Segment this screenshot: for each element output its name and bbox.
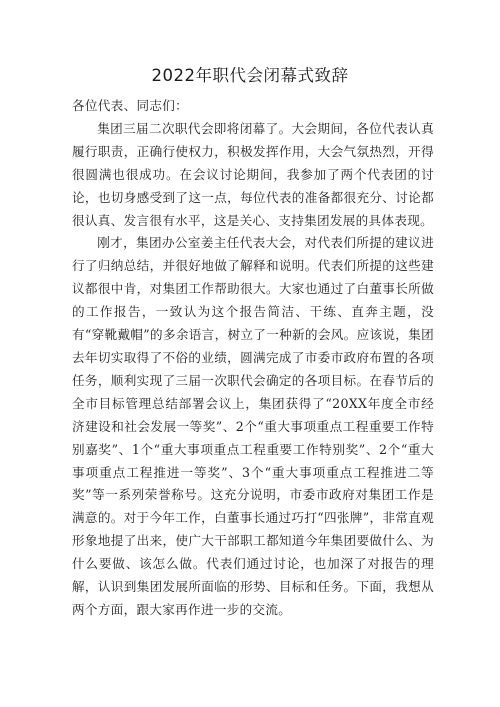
document-body xyxy=(72,95,434,622)
paragraph-1: 集团三届二次职代会即将闭幕了。大会期间，各位代表认真履行职责，正确行使权力，积极发挥作用，大会气氛热烈，开得很圆满也很成功。在会议讨论期间，我参加了两个代表团的讨论，也切身感受到了这一点，每位代表的准备都很充分、讨论都很认真、发言很有水平，这是关心、支持集团发展的具体表现。 xyxy=(72,120,434,228)
salutation: 各位代表、同志们： xyxy=(72,98,189,113)
paragraph-2: 刚才，集团办公室姜主任代表大会，对代表们所提的建议进行了归纳总结，并很好地做了解释和说明。代表们所提的这些建议都很中肯，对集团工作帮助很大。大家也通过了白董事长所做的工作报告，一致认为这个报告简洁、干练、直奔主题，没有“穿靴戴帽”的多余语言，树立了一种新的会风。应该说，集团去年切实取得了不俗的业绩，圆满完成了市委市政府布置的各项任务，顺利实现了三届一次职代会确定的各项目标。在春节后的全市目标管理总结部署会议上，集团获得了“20XX年度全市经济建设和社会发展一等奖”、2个“重大事项重点工程重要工作特别嘉奖”、1个“重大事项重点工程重要工作特别奖”、2个“重大事项重点工程推进一等奖”、3个“重大事项重点工程推进二等奖”等一系列荣誉称号。这充分说明，市委市政府对集团工作是满意的。对于今年工作，白董事长通过巧打“四张牌”，非常直观形象地提了出来，使广大干部职工都知道今年集团要做什么、为什么要做、该怎么做。代表们通过讨论，也加深了对报告的理解，认识到集团发展所面临的形势、目标和任务。下面，我想从两个方面，跟大家再作进一步的交流。 xyxy=(72,235,434,617)
document-title: 2022年职代会闭幕式致辞 xyxy=(151,66,349,85)
